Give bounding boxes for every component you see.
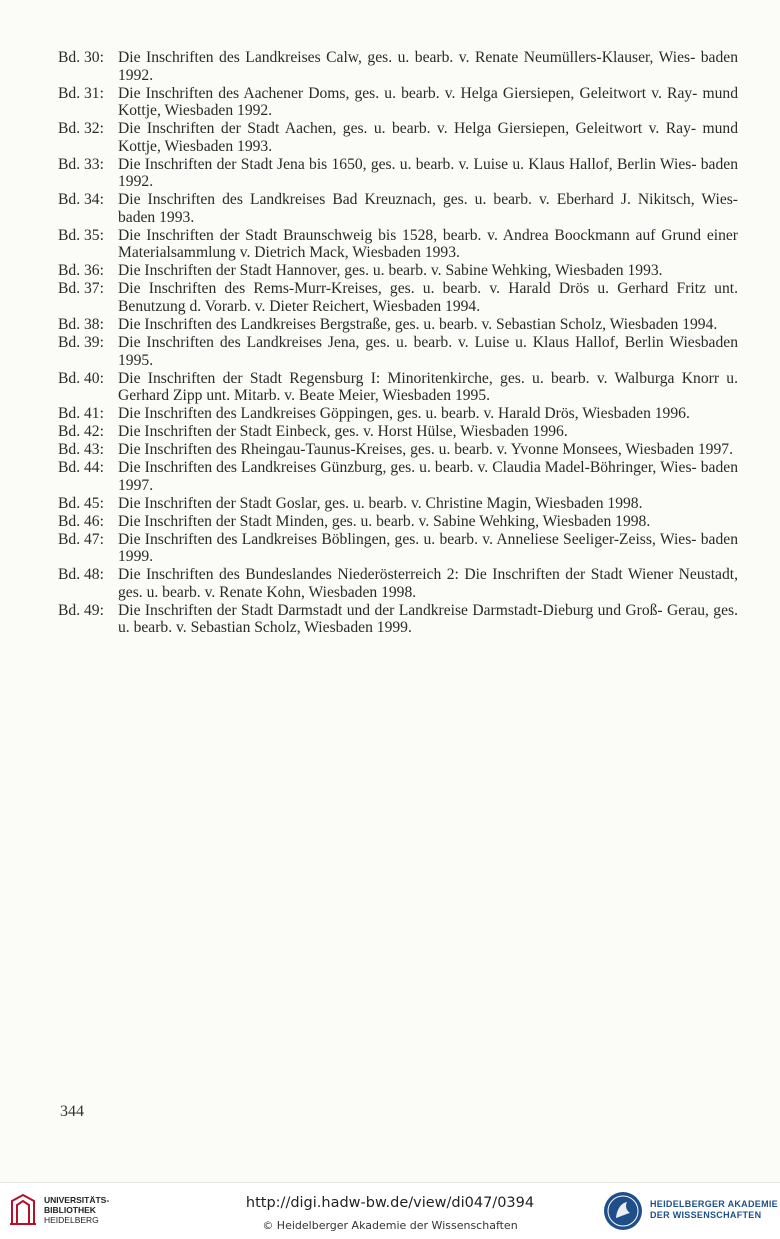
- volume-number: Bd. 45:: [58, 494, 104, 512]
- volume-list: [58, 49, 738, 637]
- volume-number: Bd. 41:: [58, 405, 104, 423]
- volume-entry: [58, 566, 738, 601]
- volume-number: Bd. 47:: [58, 530, 104, 548]
- volume-number: Bd. 33:: [58, 155, 104, 173]
- volume-text: Die Inschriften der Stadt Goslar, ges. u. bearb. v. Christine Magin, Wiesbaden 1998.: [118, 494, 643, 512]
- volume-text: Die Inschriften des Landkreises Bad Kreuznach, ges. u. bearb. v. Eberhard J. Nikitsch, Wies- baden 1993.: [118, 191, 738, 226]
- volume-text: Die Inschriften des Landkreises Göppingen, ges. u. bearb. v. Harald Drös, Wiesbaden 1996.: [118, 405, 690, 423]
- volume-entry: [58, 316, 738, 334]
- volume-text: Die Inschriften der Stadt Braunschweig bis 1528, bearb. v. Andrea Boockmann auf Grund einer Materialsammlung v. Dietrich Mack, Wiesbaden 1993.: [118, 226, 738, 262]
- volume-entry: [58, 85, 738, 120]
- volume-number: Bd. 37:: [58, 280, 104, 298]
- ub-line: HEIDELBERG: [44, 1215, 99, 1225]
- volume-text: Die Inschriften des Landkreises Calw, ges. u. bearb. v. Renate Neumüllers-Klauser, Wies- baden 1992.: [118, 49, 738, 84]
- volume-number: Bd. 43:: [58, 441, 104, 459]
- ub-line: BIBLIOTHEK: [44, 1205, 96, 1215]
- volume-entry: [58, 334, 738, 369]
- volume-number: Bd. 34:: [58, 191, 104, 209]
- volume-text: Die Inschriften des Rheingau-Taunus-Kreises, ges. u. bearb. v. Yvonne Monsees, Wiesbaden 1997.: [118, 441, 733, 459]
- volume-number: Bd. 44:: [58, 459, 104, 477]
- volume-entry: [58, 49, 738, 84]
- volume-entry: [58, 405, 738, 423]
- volume-number: Bd. 40:: [58, 369, 104, 387]
- volume-entry: [58, 370, 738, 405]
- ub-line: UNIVERSITÄTS-: [44, 1195, 110, 1205]
- volume-text: Die Inschriften des Landkreises Böblingen, ges. u. bearb. v. Anneliese Seeliger-Zeiss, Wies- baden 1999.: [118, 530, 738, 566]
- volume-text: Die Inschriften der Stadt Regensburg I: Minoritenkirche, ges. u. bearb. v. Walburga Knorr u. Gerhard Zipp unt. Mitarb. v. Beate Meier, Wiesbaden 1995.: [118, 369, 738, 405]
- volume-entry: [58, 191, 738, 226]
- footer: [0, 1182, 780, 1239]
- volume-entry: [58, 495, 738, 513]
- volume-entry: [58, 423, 738, 441]
- source-url-link[interactable]: http://digi.hadw-bw.de/view/di047/0394: [245, 1195, 535, 1211]
- academy-line: HEIDELBERGER AKADEMIE: [650, 1199, 778, 1209]
- volume-entry: [58, 262, 738, 280]
- volume-number: Bd. 49:: [58, 601, 104, 619]
- volume-number: Bd. 36:: [58, 262, 104, 280]
- volume-number: Bd. 42:: [58, 423, 104, 441]
- page-number: 344: [60, 1103, 84, 1120]
- volume-entry: [58, 120, 738, 155]
- volume-number: Bd. 46:: [58, 512, 104, 530]
- volume-number: Bd. 38:: [58, 316, 104, 334]
- volume-entry: [58, 602, 738, 637]
- volume-entry: [58, 280, 738, 315]
- volume-number: Bd. 48:: [58, 566, 104, 584]
- volume-text: Die Inschriften der Stadt Darmstadt und der Landkreise Darmstadt-Dieburg und Groß- Gerau, ges. u. bearb. v. Sebastian Scholz, Wiesbaden 1999.: [118, 601, 738, 637]
- academy-name: [650, 1199, 778, 1221]
- volume-text: Die Inschriften des Landkreises Jena, ges. u. bearb. v. Luise u. Klaus Hallof, Berlin Wiesbaden 1995.: [118, 334, 738, 369]
- volume-text: Die Inschriften des Aachener Doms, ges. u. bearb. v. Helga Giersiepen, Geleitwort v. Ray- mund Kottje, Wiesbaden 1992.: [118, 84, 738, 120]
- volume-entry: [58, 513, 738, 531]
- volume-text: Die Inschriften der Stadt Aachen, ges. u. bearb. v. Helga Giersiepen, Geleitwort v. Ray- mund Kottje, Wiesbaden 1993.: [118, 120, 738, 155]
- volume-number: Bd. 39:: [58, 334, 104, 352]
- academy-line: DER WISSENSCHAFTEN: [650, 1210, 762, 1220]
- volume-entry: [58, 459, 738, 494]
- volume-text: Die Inschriften des Rems-Murr-Kreises, ges. u. bearb. v. Harald Drös u. Gerhard Fritz unt. Benutzung d. Vorarb. v. Dieter Reichert, Wiesbaden 1994.: [118, 280, 738, 316]
- volume-entry: [58, 531, 738, 566]
- volume-text: Die Inschriften der Stadt Hannover, ges. u. bearb. v. Sabine Wehking, Wiesbaden 1993.: [118, 262, 663, 280]
- volume-text: Die Inschriften der Stadt Minden, ges. u. bearb. v. Sabine Wehking, Wiesbaden 1998.: [118, 512, 651, 530]
- volume-entry: [58, 227, 738, 262]
- academy-seal-icon: [603, 1191, 643, 1231]
- volume-number: Bd. 32:: [58, 120, 104, 138]
- volume-entry: [58, 156, 738, 191]
- volume-text: Die Inschriften der Stadt Einbeck, ges. v. Horst Hülse, Wiesbaden 1996.: [118, 423, 568, 441]
- volume-number: Bd. 35:: [58, 226, 104, 244]
- volume-number: Bd. 31:: [58, 84, 104, 102]
- volume-text: Die Inschriften der Stadt Jena bis 1650, ges. u. bearb. v. Luise u. Klaus Hallof, Berlin Wies- baden 1992.: [118, 155, 738, 191]
- volume-number: Bd. 30:: [58, 49, 104, 66]
- volume-text: Die Inschriften des Bundeslandes Niederösterreich 2: Die Inschriften der Stadt Wiener Neustadt, ges. u. bearb. v. Renate Kohn, Wiesbaden 1998.: [118, 566, 738, 601]
- copyright-notice: © Heidelberger Akademie der Wissenschaften: [262, 1219, 518, 1232]
- volume-entry: [58, 441, 738, 459]
- volume-text: Die Inschriften des Landkreises Bergstraße, ges. u. bearb. v. Sebastian Scholz, Wiesbaden 1994.: [118, 316, 718, 334]
- volume-text: Die Inschriften des Landkreises Günzburg, ges. u. bearb. v. Claudia Madel-Böhringer, Wies- baden 1997.: [118, 459, 738, 494]
